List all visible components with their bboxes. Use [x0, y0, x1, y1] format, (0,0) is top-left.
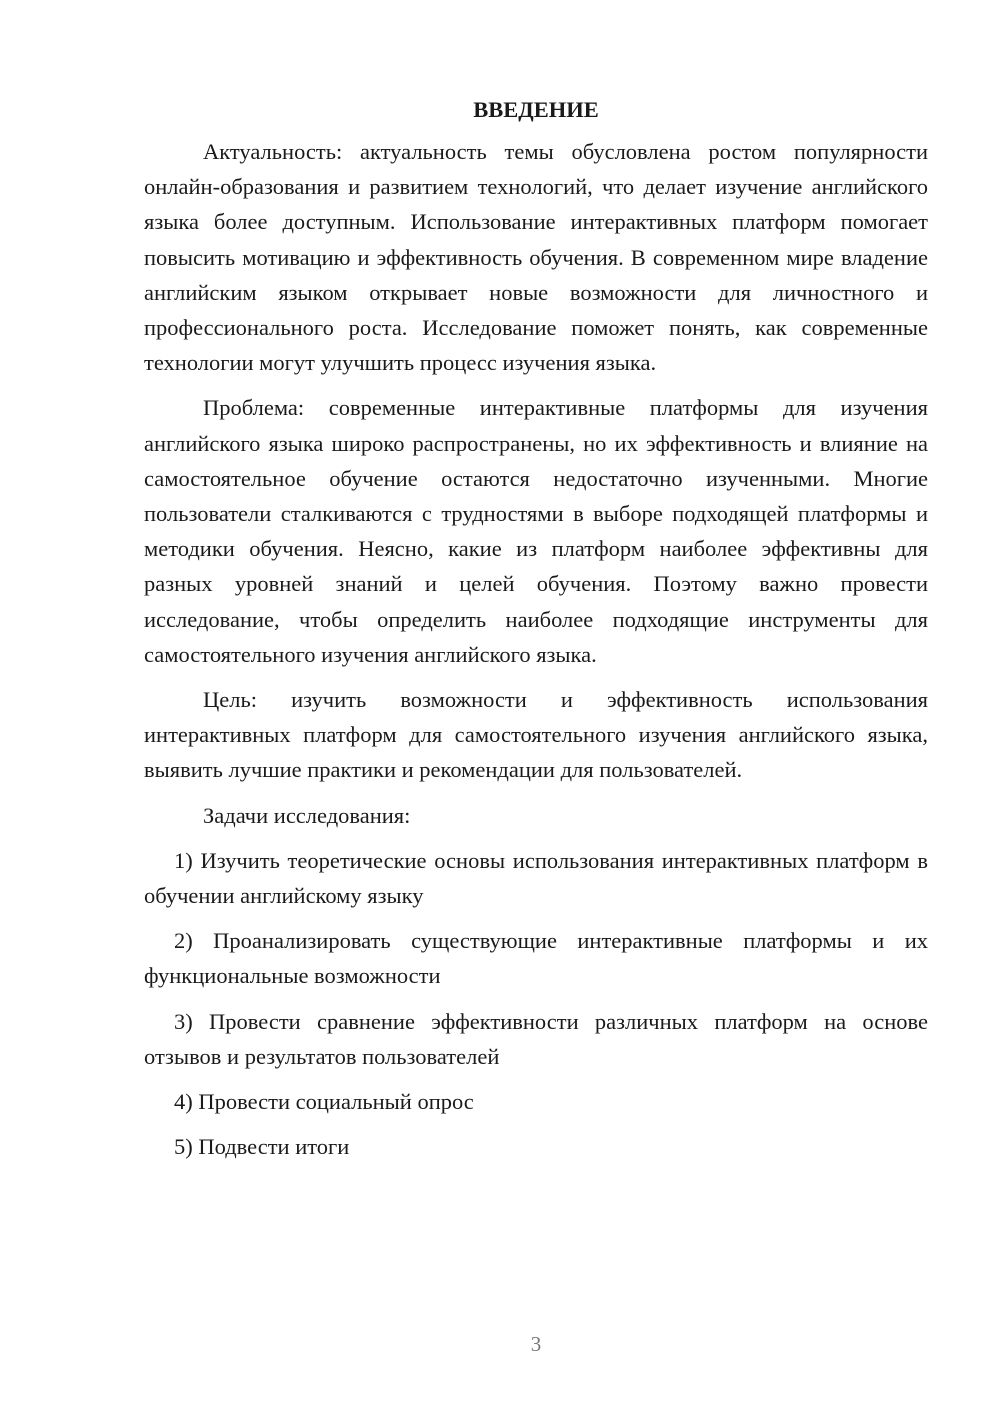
tasks-heading: Задачи исследования:: [203, 802, 411, 828]
section-title: ВВЕДЕНИЕ: [473, 97, 599, 122]
task-item-5: 5) Подвести итоги: [174, 1134, 350, 1160]
task-item-4: 4) Провести социальный опрос: [174, 1089, 474, 1115]
problem-paragraph: Проблема: современные интерактивные платформы для изучения английского языка широко распространены, но их эффективность и влияние на самостоятельное обучение остаются недостаточно изученными. Многие пользователи сталкиваются с трудностями в выборе подходящей платформы и методики обучения. Неясно, какие из платформ наиболее эффективны для разных уровней знаний и целей обучения. Поэтому важно провести исследование, чтобы определить наиболее подходящие инструменты для самостоятельного изучения английского языка.: [144, 395, 928, 667]
task-item-3: 3) Провести сравнение эффективности различных платформ на основе отзывов и результатов пользователей: [144, 1008, 928, 1069]
goal-paragraph: Цель: изучить возможности и эффективность использования интерактивных платформ для самостоятельного изучения английского языка, выявить лучшие практики и рекомендации для пользователей.: [144, 687, 928, 783]
page-number: 3: [530, 1332, 542, 1356]
relevance-paragraph: Актуальность: актуальность темы обусловлена ростом популярности онлайн-образования и развитием технологий, что делает изучение английского языка более доступным. Использование интерактивных платформ помогает повысить мотивацию и эффективность обучения. В современном мире владение английским языком открывает новые возможности для личностного и профессионального роста. Исследование поможет понять, как современные технологии могут улучшить процесс изучения языка.: [144, 139, 928, 376]
document-page: [144, 92, 928, 1174]
task-item-2: 2) Проанализировать существующие интерактивные платформы и их функциональные возможности: [144, 928, 928, 989]
task-item-1: 1) Изучить теоретические основы использования интерактивных платформ в обучении английскому языку: [144, 847, 928, 909]
